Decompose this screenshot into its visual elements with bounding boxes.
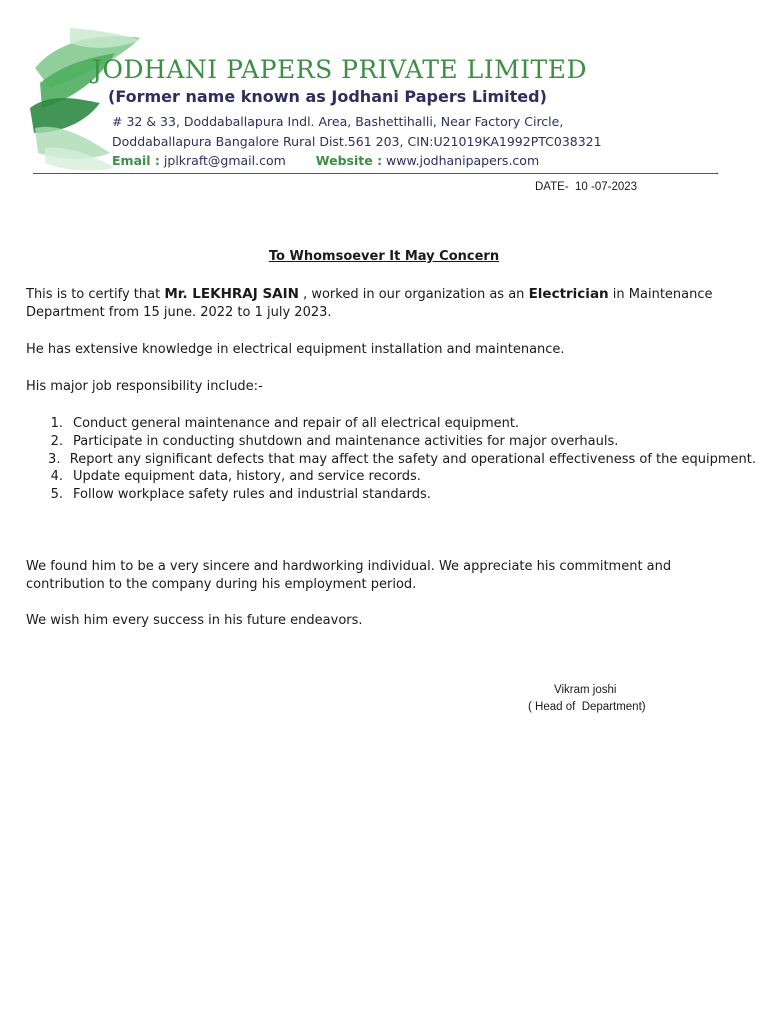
divider-end-mark: . [716,166,720,177]
employee-name: Mr. LEKHRAJ SAIN [164,286,299,302]
list-item-number: 5. [50,487,63,503]
certification-paragraph [26,286,738,321]
former-name: (Former name known as Jodhani Papers Limited) [108,87,547,106]
address-line-1: # 32 & 33, Doddaballapura Indl. Area, Bashettihalli, Near Factory Circle, [112,114,564,129]
p1-tail: in Maintenance Department from 15 june. 2022 to 1 july 2023. [26,287,713,320]
list-item-text: Report any significant defects that may affect the safety and operational effectiveness of the equipment. [69,451,756,467]
list-item-text: Participate in conducting shutdown and maintenance activities for major overhauls. [73,433,619,449]
list-item [26,415,756,433]
letter-subject: To Whomsoever It May Concern [268,249,500,264]
list-item-text: Update equipment data, history, and service records. [73,469,421,485]
p1-lead: This is to certify that [26,287,165,302]
email-label: Email : [112,153,160,168]
responsibility-intro: His major job responsibility include:- [26,379,263,394]
list-item [26,433,756,451]
p1-middle: , worked in our organization as an [298,287,529,302]
letter-date: DATE- 10 -07-2023 [535,181,638,193]
list-item-number: 4. [50,469,63,485]
list-item [26,451,756,469]
list-item-number: 2. [50,433,63,449]
appreciation-paragraph: We found him to be a very sincere and hardworking individual. We appreciate his commitment and contribution to the company during his employment period. [26,559,672,592]
contact-line [112,153,539,168]
letterhead [0,0,768,180]
signatory-name: Vikram joshi [554,684,617,696]
closing-paragraph: We wish him every success in his future endeavors. [26,613,363,628]
employee-role: Electrician [528,286,609,302]
list-item [26,486,756,504]
signatory-title: ( Head of Department) [528,701,646,713]
company-name: JODHANI PAPERS PRIVATE LIMITED [92,55,588,84]
list-item-text: Conduct general maintenance and repair of all electrical equipment. [73,416,520,431]
email-address[interactable]: jplkraft@gmail.com [163,153,286,168]
address-line-2 [112,134,602,149]
knowledge-paragraph: He has extensive knowledge in electrical equipment installation and maintenance. [26,342,565,357]
address-line-2-text: Doddaballapura Bangalore Rural Dist.561 203, [112,134,404,149]
header-divider [33,173,718,174]
list-item-number: 1. [50,416,63,431]
list-item-number: 3. [48,451,61,467]
website-label: Website : [315,153,383,168]
responsibility-list [26,415,756,504]
cin-number: CIN:U21019KA1992PTC038321 [407,134,602,149]
list-item [26,468,756,486]
list-item-text: Follow workplace safety rules and industrial standards. [73,487,431,503]
website-url[interactable]: www.jodhanipapers.com [386,153,540,168]
